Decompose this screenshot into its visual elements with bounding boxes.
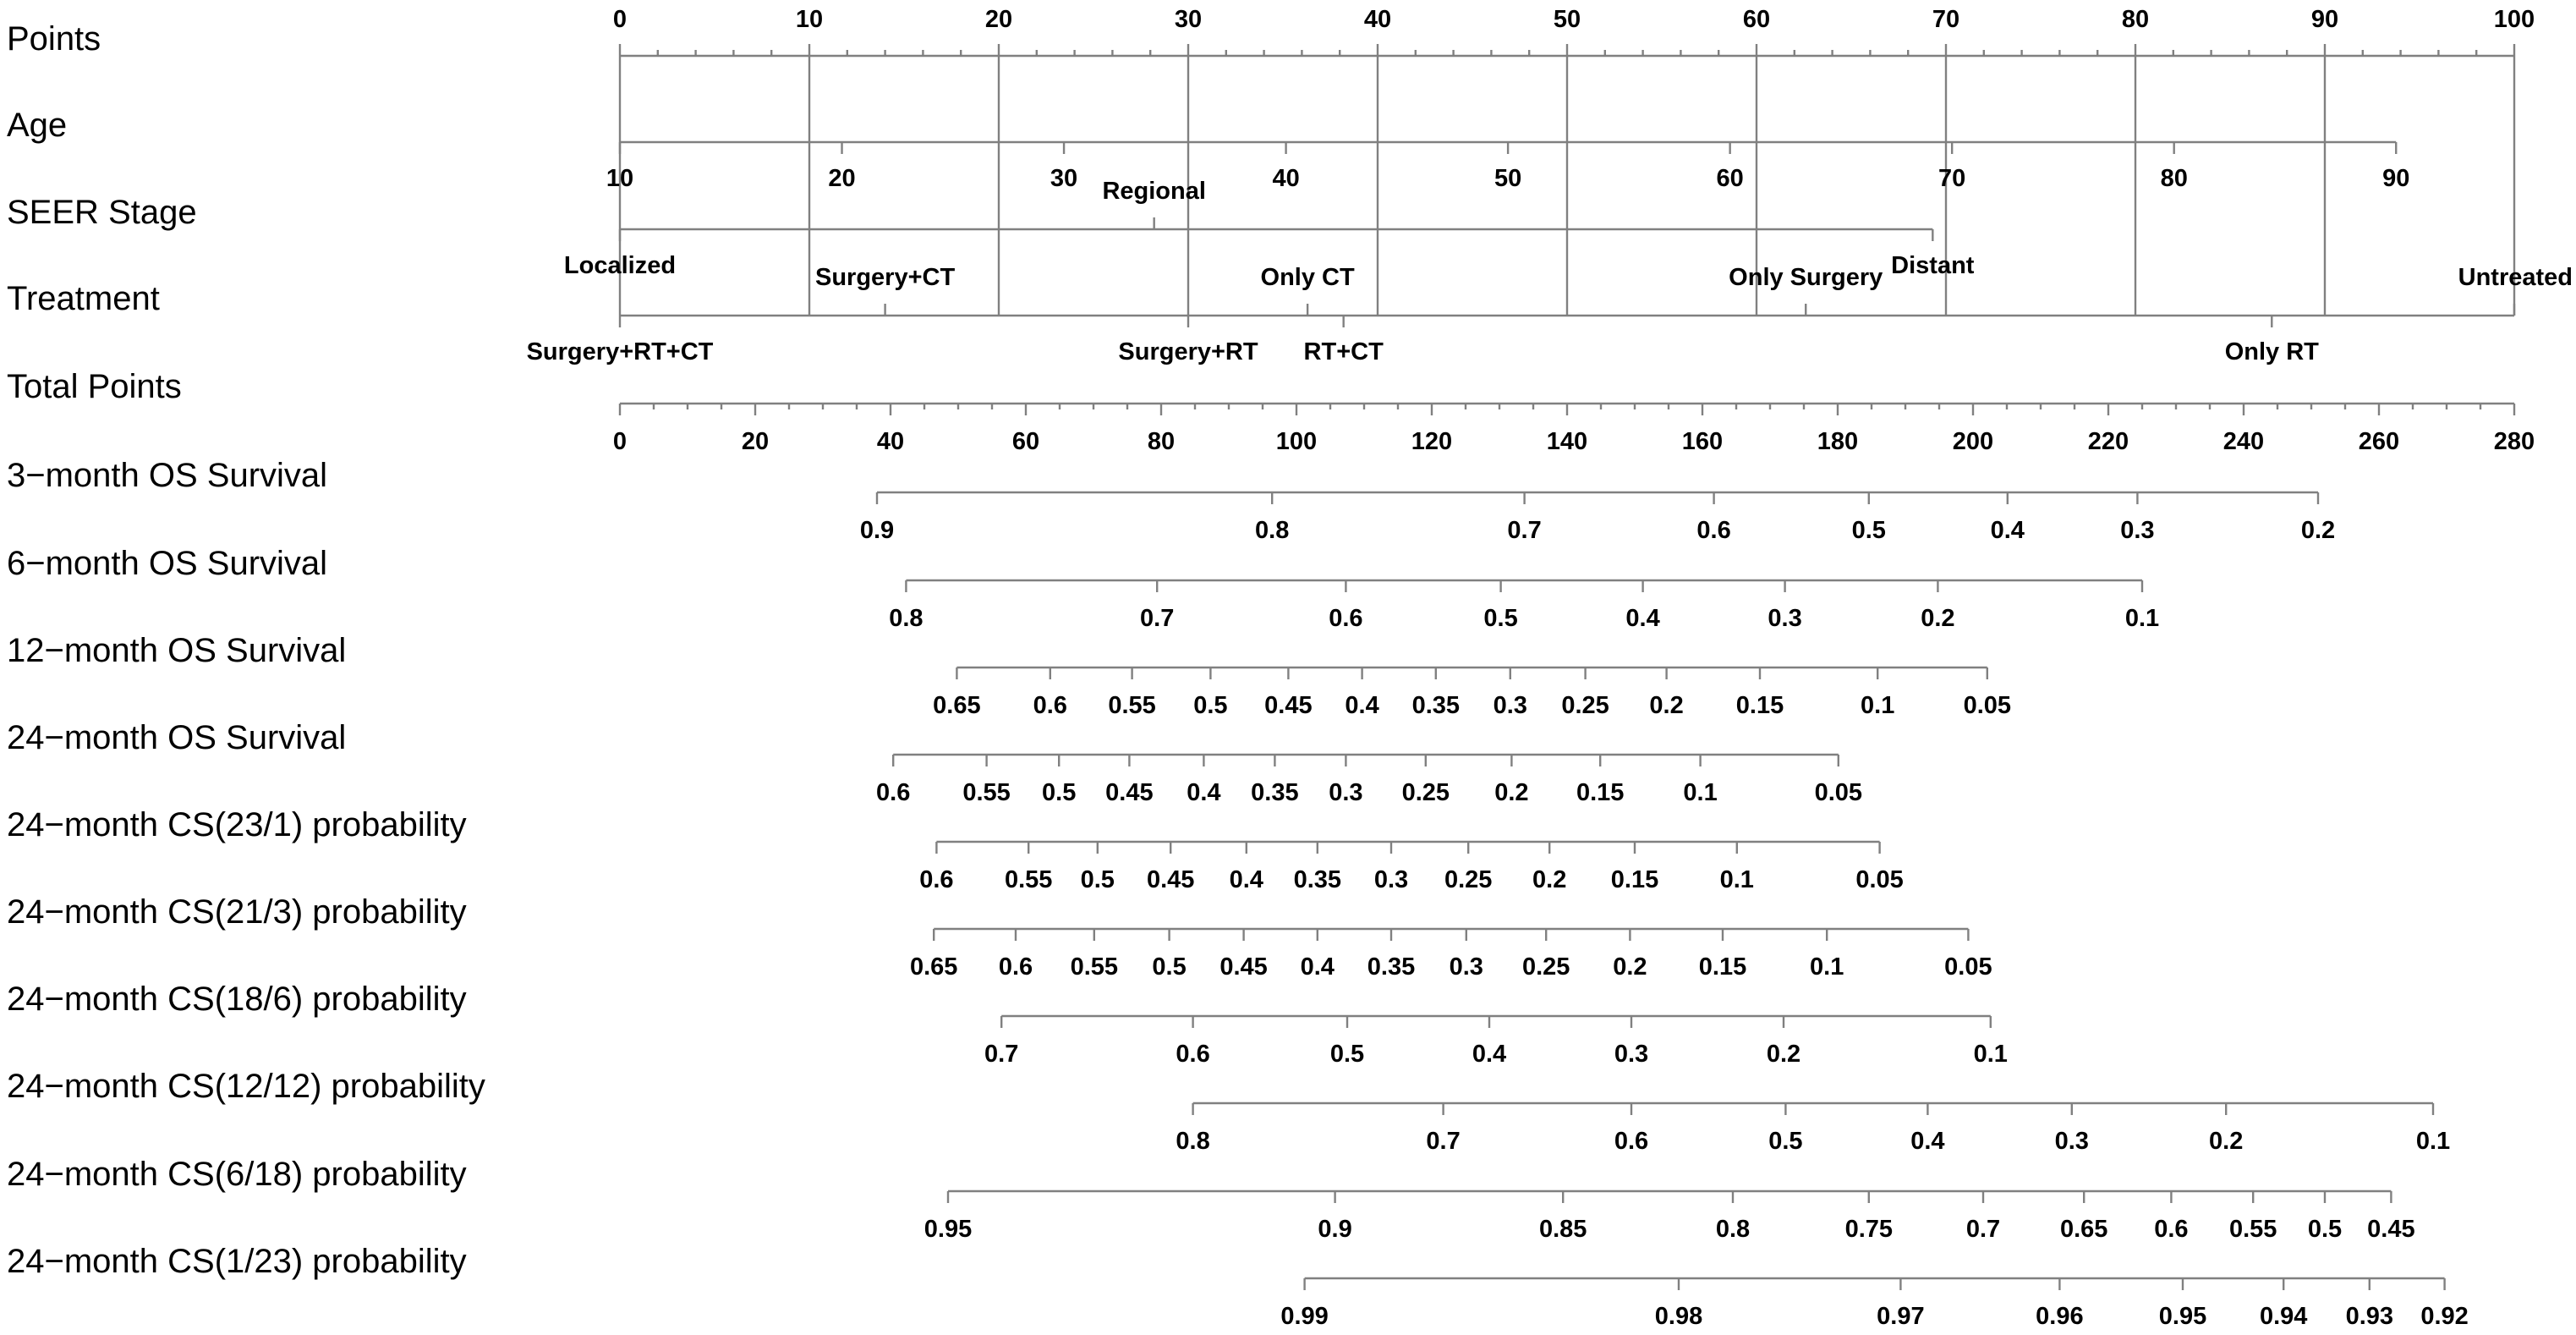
tick-label: Only CT <box>1260 264 1355 291</box>
tick-label: 20 <box>828 165 856 192</box>
tick-label: 0.05 <box>1963 692 2012 719</box>
tick-label: 0.45 <box>1146 866 1195 893</box>
tick-label: 0.25 <box>1521 953 1570 981</box>
tick-label: 0.1 <box>1719 866 1754 893</box>
row-24-month-cs-23-1-probability <box>7 806 1904 893</box>
tick-label: 30 <box>1050 165 1078 192</box>
tick-label: Distant <box>1891 252 1975 279</box>
tick-label: 0.2 <box>1494 779 1529 806</box>
tick-label: 0.05 <box>1944 953 1992 981</box>
tick-label: 0.2 <box>1766 1041 1801 1068</box>
tick-label: 90 <box>2382 165 2410 192</box>
tick-label: 0.5 <box>1193 692 1228 719</box>
tick-label: 0.6 <box>1033 692 1067 719</box>
row-total-points <box>7 368 2535 455</box>
row-3-month-os-survival <box>7 457 2335 544</box>
row-12-month-os-survival <box>7 632 2011 719</box>
tick-label: 0.95 <box>924 1216 973 1243</box>
tick-label: 0.8 <box>889 605 924 632</box>
tick-label: 70 <box>1932 6 1960 33</box>
tick-label: 0.65 <box>933 692 981 719</box>
tick-label: 0.2 <box>2209 1128 2244 1155</box>
tick-label: 0.6 <box>1329 605 1363 632</box>
tick-label: 0.5 <box>1080 866 1115 893</box>
tick-label: 0.25 <box>1444 866 1493 893</box>
tick-label: 0.5 <box>1329 1041 1365 1068</box>
tick-label: 0.7 <box>1965 1216 2001 1243</box>
tick-label: 0.2 <box>1613 953 1647 981</box>
tick-label: 0.4 <box>1300 953 1335 981</box>
row-label: 24−month OS Survival <box>7 719 347 756</box>
tick-label: 0.35 <box>1293 866 1342 893</box>
tick-label: 0.8 <box>1176 1128 1210 1155</box>
tick-label: 50 <box>1553 6 1581 33</box>
tick-label: 0.9 <box>859 517 895 544</box>
row-points <box>7 6 2535 58</box>
tick-label: 0.5 <box>2307 1216 2343 1243</box>
tick-label: 0.3 <box>2120 517 2155 544</box>
tick-label: 0.35 <box>1411 692 1461 719</box>
tick-label: 100 <box>1275 428 1318 455</box>
tick-label: 0.8 <box>1715 1216 1751 1243</box>
nomogram-rows <box>7 6 2573 1330</box>
row-treatment <box>7 264 2573 365</box>
tick-label: 0.85 <box>1538 1216 1587 1243</box>
row-label: 24−month CS(18/6) probability <box>7 981 467 1018</box>
tick-label: 30 <box>1174 6 1203 33</box>
tick-label: 0.6 <box>1176 1041 1210 1068</box>
tick-label: Only Surgery <box>1729 264 1883 291</box>
row-label: 24−month CS(23/1) probability <box>7 806 467 843</box>
tick-label: 0.7 <box>984 1041 1019 1068</box>
row-label: 24−month CS(21/3) probability <box>7 893 467 931</box>
row-label: Total Points <box>7 368 182 405</box>
tick-label: 60 <box>1716 165 1744 192</box>
tick-label: 140 <box>1546 428 1588 455</box>
tick-label: 0.2 <box>2300 517 2336 544</box>
tick-label: 0.4 <box>1472 1041 1507 1068</box>
tick-label: 0.55 <box>2228 1216 2277 1243</box>
row-label: Points <box>7 20 101 58</box>
tick-label: 0.5 <box>1768 1128 1803 1155</box>
tick-label: 0.4 <box>1625 605 1660 632</box>
tick-label: 0.3 <box>1449 953 1483 981</box>
row-seer-stage <box>7 178 1975 279</box>
tick-label: 0.15 <box>1610 866 1659 893</box>
row-label: 24−month CS(6/18) probability <box>7 1156 467 1193</box>
tick-label: 0.6 <box>1696 517 1731 544</box>
tick-label: 0.99 <box>1280 1303 1329 1330</box>
tick-label: 0.55 <box>1108 692 1156 719</box>
tick-label: 40 <box>1363 6 1392 33</box>
tick-label: 0.3 <box>1614 1041 1649 1068</box>
tick-label: 0.96 <box>2036 1303 2084 1330</box>
tick-label: 0.55 <box>1004 866 1053 893</box>
tick-label: 200 <box>1952 428 1994 455</box>
row-24-month-cs-18-6-probability <box>7 981 2008 1068</box>
row-6-month-os-survival <box>7 545 2159 632</box>
tick-label: 100 <box>2493 6 2535 33</box>
tick-label: 0.65 <box>909 953 958 981</box>
tick-label: 60 <box>1742 6 1771 33</box>
tick-label: 0.25 <box>1561 692 1609 719</box>
tick-label: Surgery+CT <box>814 264 956 291</box>
tick-label: 10 <box>606 165 634 192</box>
tick-label: Untreated <box>2458 264 2573 291</box>
tick-label: Surgery+RT+CT <box>526 338 714 365</box>
tick-label: 10 <box>795 6 824 33</box>
row-label: SEER Stage <box>7 194 197 231</box>
tick-label: 0.9 <box>1318 1216 1352 1243</box>
tick-label: 0 <box>612 6 628 33</box>
tick-label: 240 <box>2222 428 2265 455</box>
tick-label: 0.2 <box>1532 866 1567 893</box>
tick-label: 0.15 <box>1576 779 1625 806</box>
tick-label: 80 <box>1147 428 1176 455</box>
tick-label: 0.4 <box>1187 779 1221 806</box>
tick-label: 0.4 <box>1990 517 2025 544</box>
row-24-month-cs-6-18-probability <box>7 1156 2415 1243</box>
tick-label: 120 <box>1411 428 1453 455</box>
tick-label: 80 <box>2160 165 2188 192</box>
tick-label: 0.45 <box>1219 953 1268 981</box>
tick-label: 180 <box>1817 428 1859 455</box>
tick-label: 90 <box>2310 6 2339 33</box>
tick-label: 0.7 <box>1140 605 1175 632</box>
tick-label: 0.92 <box>2420 1303 2469 1330</box>
tick-label: 0.4 <box>1345 692 1379 719</box>
tick-label: 0.75 <box>1844 1216 1894 1243</box>
tick-label: 0.1 <box>1861 692 1895 719</box>
tick-label: 0.1 <box>1973 1041 2008 1068</box>
tick-label: 60 <box>1011 428 1040 455</box>
tick-label: 0.35 <box>1251 779 1299 806</box>
tick-label: 0.65 <box>2059 1216 2108 1243</box>
tick-label: 0.5 <box>1042 779 1077 806</box>
tick-label: 160 <box>1681 428 1724 455</box>
tick-label: 0.95 <box>2158 1303 2207 1330</box>
tick-label: 80 <box>2121 6 2150 33</box>
tick-label: 0.97 <box>1877 1303 1925 1330</box>
row-label: 6−month OS Survival <box>7 545 328 582</box>
tick-label: 20 <box>741 428 770 455</box>
tick-label: 0.4 <box>1229 866 1263 893</box>
tick-label: 0.8 <box>1255 517 1290 544</box>
tick-label: 0.1 <box>2415 1128 2451 1155</box>
row-label: 24−month CS(12/12) probability <box>7 1068 485 1105</box>
tick-label: Only RT <box>2224 338 2319 365</box>
tick-label: 0.5 <box>1851 517 1886 544</box>
row-label: 3−month OS Survival <box>7 457 328 494</box>
tick-label: 0.35 <box>1367 953 1416 981</box>
tick-label: 50 <box>1494 165 1522 192</box>
tick-label: 40 <box>1272 165 1300 192</box>
tick-label: 0.3 <box>2054 1128 2089 1155</box>
tick-label: 260 <box>2358 428 2400 455</box>
tick-label: 0.2 <box>1921 605 1955 632</box>
tick-label: 0.45 <box>1264 692 1313 719</box>
tick-label: 220 <box>2087 428 2129 455</box>
row-label: Treatment <box>7 280 160 317</box>
row-24-month-cs-12-12-probability <box>7 1068 2450 1155</box>
tick-label: 0.6 <box>919 866 954 893</box>
tick-label: 0.5 <box>1483 605 1518 632</box>
row-label: 12−month OS Survival <box>7 632 347 669</box>
tick-label: 0.55 <box>1070 953 1119 981</box>
tick-label: 0.98 <box>1654 1303 1703 1330</box>
tick-label: 0.93 <box>2345 1303 2394 1330</box>
tick-label: 0.15 <box>1735 692 1784 719</box>
tick-label: 0.05 <box>1814 779 1863 806</box>
tick-label: 0.45 <box>2367 1216 2415 1243</box>
tick-label: 0.5 <box>1152 953 1187 981</box>
tick-label: 280 <box>2493 428 2535 455</box>
tick-label: 0.1 <box>1810 953 1844 981</box>
row-24-month-os-survival <box>7 719 1862 806</box>
tick-label: 0.55 <box>962 779 1011 806</box>
tick-label: 0.6 <box>2154 1216 2189 1243</box>
row-age <box>7 107 2409 192</box>
tick-label: 0.6 <box>998 953 1033 981</box>
tick-label: 0.25 <box>1401 779 1450 806</box>
tick-label: 0.6 <box>876 779 911 806</box>
row-label: Age <box>7 107 68 144</box>
tick-label: 0.6 <box>1614 1128 1649 1155</box>
tick-label: 0.3 <box>1373 866 1409 893</box>
tick-label: 70 <box>1938 165 1966 192</box>
tick-label: 0.3 <box>1768 605 1802 632</box>
tick-label: 0.94 <box>2259 1303 2308 1330</box>
tick-label: 0.3 <box>1493 692 1527 719</box>
row-label: 24−month CS(1/23) probability <box>7 1243 467 1280</box>
tick-label: 0.7 <box>1507 517 1542 544</box>
tick-label: 0.7 <box>1426 1128 1461 1155</box>
tick-label: 0.1 <box>1683 779 1718 806</box>
row-24-month-cs-1-23-probability <box>7 1243 2469 1330</box>
tick-label: 0.1 <box>2124 605 2160 632</box>
tick-label: Regional <box>1102 178 1206 205</box>
tick-label: 20 <box>984 6 1013 33</box>
tick-label: 0.3 <box>1329 779 1363 806</box>
tick-label: 0.45 <box>1105 779 1154 806</box>
tick-label: RT+CT <box>1303 338 1384 365</box>
tick-label: 0.4 <box>1910 1128 1945 1155</box>
tick-label: Surgery+RT <box>1118 338 1258 365</box>
tick-label: Localized <box>563 252 677 279</box>
tick-label: 0 <box>612 428 628 455</box>
tick-label: 0.2 <box>1649 692 1684 719</box>
tick-label: 0.05 <box>1855 866 1904 893</box>
tick-label: 0.15 <box>1698 953 1747 981</box>
tick-label: 40 <box>876 428 905 455</box>
row-24-month-cs-21-3-probability <box>7 893 1992 981</box>
